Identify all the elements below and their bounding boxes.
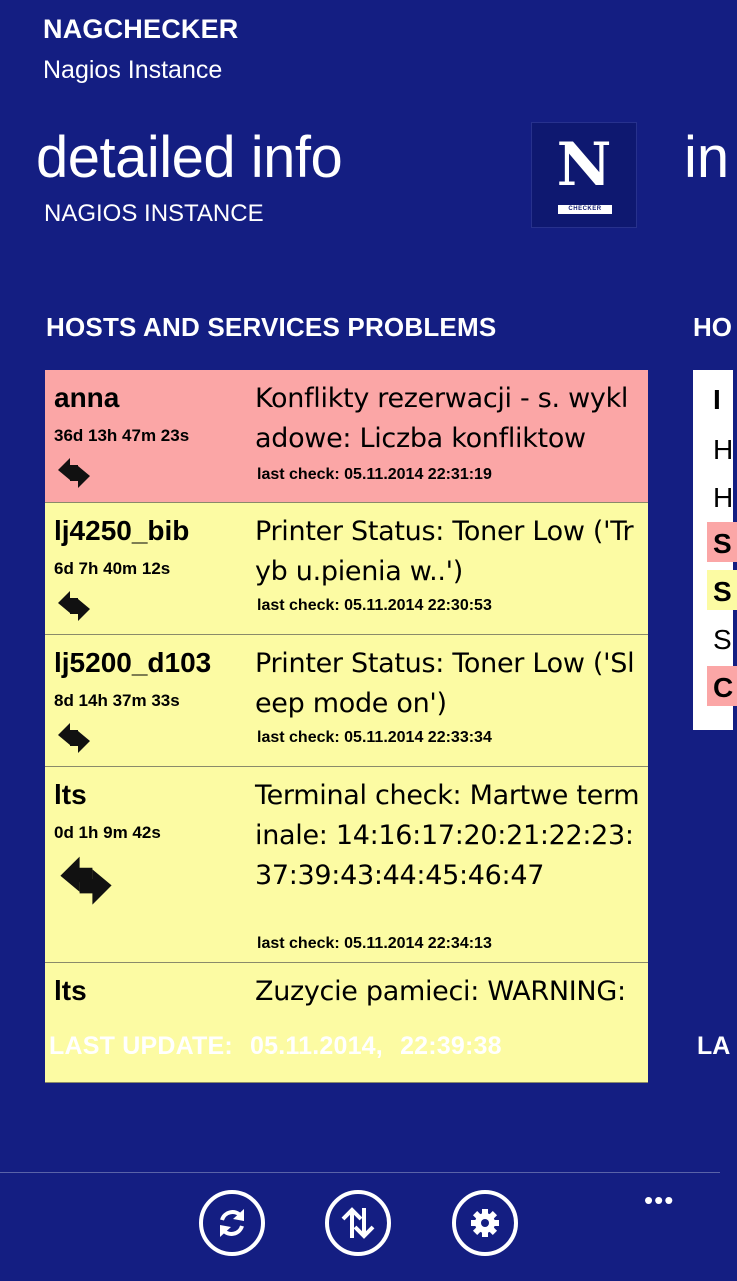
- sort-icon: [329, 1194, 387, 1252]
- last-update: [49, 1032, 512, 1061]
- problem-duration: 36d 13h 47m 23s: [54, 426, 190, 445]
- last-check: last check: 05.11.2014 22:31:19: [257, 466, 492, 483]
- problem-row[interactable]: [45, 503, 648, 635]
- host-name: lj5200_d103: [54, 647, 212, 678]
- next-panel-line: H: [713, 482, 734, 513]
- acknowledge-icon[interactable]: [54, 585, 94, 630]
- settings-button[interactable]: [452, 1190, 518, 1256]
- next-panel-preview: [693, 370, 733, 730]
- problem-row[interactable]: [45, 963, 648, 1083]
- problem-description: Zuzycie pamieci: WARNING:: [255, 976, 626, 1007]
- section-header: HOSTS AND SERVICES PROBLEMS: [46, 312, 497, 342]
- pivot-title[interactable]: detailed info: [36, 125, 343, 190]
- settings-icon: [456, 1194, 514, 1252]
- host-name: anna: [54, 382, 120, 413]
- last-check: last check: 05.11.2014 22:33:34: [257, 729, 492, 746]
- next-panel-line: S: [713, 528, 732, 559]
- nagchecker-logo: [531, 122, 637, 228]
- app-subtitle: Nagios Instance: [43, 56, 223, 84]
- problem-row[interactable]: [45, 370, 648, 503]
- next-section-header: HO: [693, 312, 732, 342]
- host-name: lts: [54, 779, 87, 810]
- acknowledge-icon[interactable]: [54, 717, 94, 762]
- logo-letter: N: [556, 130, 612, 200]
- sort-button[interactable]: [325, 1190, 391, 1256]
- last-check: last check: 05.11.2014 22:30:53: [257, 597, 492, 614]
- host-name: lj4250_bib: [54, 515, 190, 546]
- refresh-button[interactable]: [199, 1190, 265, 1256]
- last-update-label: LAST UPDATE:: [49, 1032, 233, 1060]
- logo-caption: CHECKER: [558, 205, 612, 214]
- next-pivot-title[interactable]: in: [684, 125, 730, 190]
- more-options-icon[interactable]: •••: [644, 1185, 675, 1215]
- problem-description: Printer Status: Toner Low ('Sleep mode on'): [255, 648, 635, 719]
- pivot-subtitle: NAGIOS INSTANCE: [44, 200, 264, 227]
- next-panel-line: H: [713, 434, 734, 465]
- problem-row[interactable]: [45, 767, 648, 963]
- next-panel-line: S: [713, 576, 732, 607]
- next-panel-line: S: [713, 624, 732, 655]
- problems-list[interactable]: [45, 370, 648, 1011]
- app-bar: [0, 1172, 720, 1281]
- problem-row[interactable]: [45, 635, 648, 767]
- problem-duration: 0d 1h 9m 42s: [54, 823, 161, 842]
- next-last-update: LA: [697, 1032, 731, 1060]
- last-update-time: 22:39:38: [400, 1032, 502, 1060]
- next-panel-line: C: [713, 672, 734, 703]
- problem-description: Terminal check: Martwe terminale: 14:16:17:20:21:22:23:37:39:43:44:45:46:47: [255, 780, 640, 891]
- app-title: NAGCHECKER: [43, 14, 239, 44]
- acknowledge-icon[interactable]: [54, 452, 94, 497]
- host-name: lts: [54, 975, 87, 1006]
- problem-description: Konflikty rezerwacji - s. wykladowe: Liczba konfliktow: [255, 383, 629, 454]
- problem-description: Printer Status: Toner Low ('Tryb u.pienia w..'): [255, 516, 634, 587]
- problem-duration: 6d 7h 40m 12s: [54, 559, 171, 578]
- next-panel-line: I: [713, 384, 721, 415]
- last-check: last check: 05.11.2014 22:34:13: [257, 935, 492, 952]
- refresh-icon: [203, 1194, 261, 1252]
- problem-duration: 8d 14h 37m 33s: [54, 691, 180, 710]
- acknowledge-icon[interactable]: [54, 847, 118, 916]
- last-update-date: 05.11.2014,: [250, 1032, 383, 1060]
